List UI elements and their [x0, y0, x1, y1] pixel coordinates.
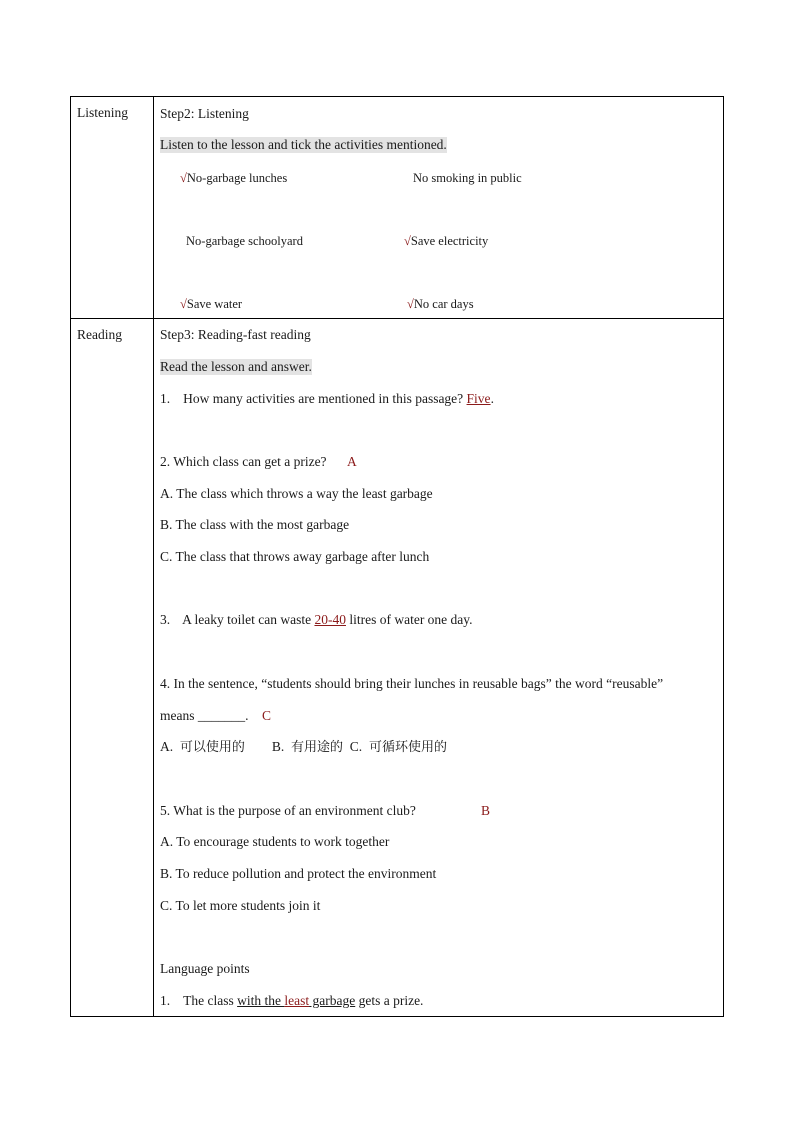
language-points-title: Language points	[160, 961, 250, 976]
question-4-line-2: means _______.	[160, 708, 249, 723]
question-5-option-c: C. To let more students join it	[160, 898, 321, 913]
activity-item: No smoking in public	[413, 171, 522, 185]
reading-instruction: Read the lesson and answer.	[160, 359, 312, 374]
lesson-sheet	[70, 96, 724, 1017]
tick-mark-icon: √	[180, 297, 187, 311]
listening-label-cell	[71, 97, 154, 319]
activity-item: √Save electricity	[404, 234, 489, 248]
listening-label: Listening	[77, 105, 128, 120]
tick-mark-icon: √	[180, 171, 187, 185]
listening-row	[71, 97, 724, 319]
question-1: 1. How many activities are mentioned in this passage? Five.	[160, 391, 494, 406]
question-2-option-c: C. The class that throws away garbage after lunch	[160, 549, 430, 564]
answer-4: C	[262, 708, 272, 723]
tick-mark-icon: √	[404, 234, 411, 248]
reading-label: Reading	[77, 327, 122, 342]
question-5: 5. What is the purpose of an environment club?	[160, 803, 416, 818]
listening-content-cell	[154, 97, 724, 319]
language-point-1: 1. The class with the least garbage gets a prize.	[160, 993, 424, 1008]
answer-2: A	[347, 454, 357, 469]
question-3: 3. A leaky toilet can waste 20-40 litres of water one day.	[160, 612, 473, 627]
activity-item: √Save water	[180, 297, 243, 311]
activity-item: √No-garbage lunches	[180, 171, 288, 185]
reading-row	[71, 319, 724, 1017]
question-2-option-b: B. The class with the most garbage	[160, 517, 350, 532]
question-5-option-a: A. To encourage students to work together	[160, 834, 390, 849]
answer-5: B	[481, 803, 491, 818]
question-4-line-1: 4. In the sentence, “students should bring their lunches in reusable bags” the word “reusable”	[160, 676, 664, 691]
reading-content-cell	[154, 319, 724, 1017]
question-5-option-b: B. To reduce pollution and protect the environment	[160, 866, 437, 881]
tick-mark-icon: √	[407, 297, 414, 311]
answer-1: Five	[466, 391, 491, 406]
listening-step-title: Step2: Listening	[160, 106, 249, 121]
lesson-plan-table	[70, 96, 724, 1017]
listening-instruction: Listen to the lesson and tick the activities mentioned.	[160, 137, 447, 152]
question-2-option-a: A. The class which throws a way the least garbage	[160, 486, 433, 501]
reading-label-cell	[71, 319, 154, 1017]
answer-3: 20-40	[314, 612, 346, 627]
activity-item: √No car days	[407, 297, 474, 311]
reading-step-title: Step3: Reading-fast reading	[160, 327, 311, 342]
activity-item: No-garbage schoolyard	[186, 234, 303, 248]
question-4-options: A. 可以使用的 B. 有用途的 C. 可循环使用的	[160, 739, 447, 755]
question-2: 2. Which class can get a prize?	[160, 454, 327, 469]
